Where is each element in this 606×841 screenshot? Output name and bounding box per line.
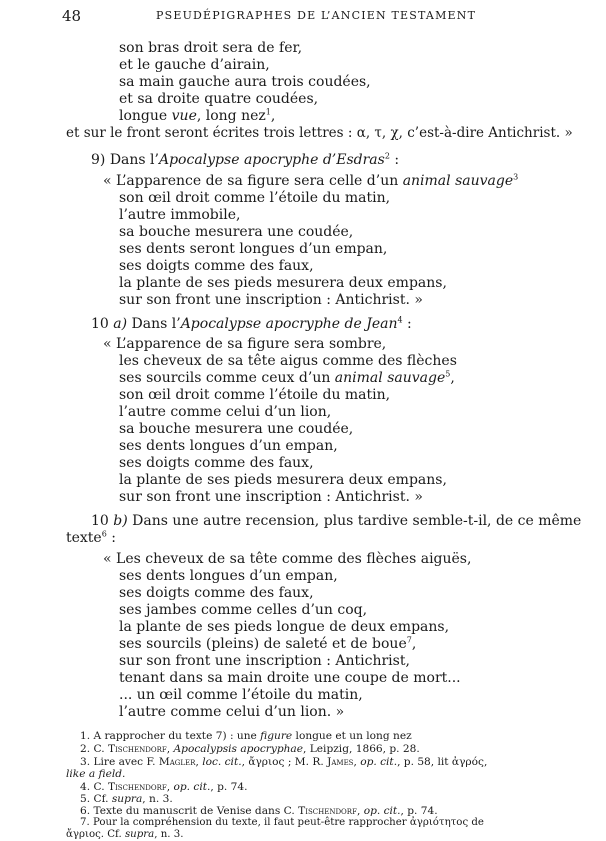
poem-line: « L’apparence de sa figure sera celle d’un animal sauvage$^3$ (103, 172, 519, 189)
section-heading-9: 9) Dans l’Apocalypse apocryphe d’Esdras$^2$ : (91, 151, 400, 168)
poem-line: « Les cheveux de sa tête comme des flèches aiguës, (103, 551, 472, 567)
poem-line: tenant dans sa main droite une coupe de mort... (119, 670, 461, 686)
footnote-ref: 3 (513, 172, 519, 182)
poem-line: la plante de ses pieds mesurera deux empans, (119, 472, 447, 488)
poem-line: sur son front une inscription : Antichrist. » (119, 489, 423, 505)
poem-line: l’autre comme celui d’un lion, (119, 404, 332, 420)
poem-closing-line: et sur le front seront écrites trois lettres : α, τ, χ, c’est-à-dire Antichrist. » (66, 125, 573, 141)
footnote-7-cont: ἄγριος. Cf. supra, n. 3. (66, 829, 184, 840)
poem-line: sa main gauche aura trois coudées, (119, 74, 371, 90)
poem-line: les cheveux de sa tête aigus comme des flèches (119, 353, 457, 369)
poem-line: et le gauche d’airain, (119, 57, 270, 73)
poem-line: sur son front une inscription : Antichrist, (119, 653, 410, 669)
footnote-ref: 5 (445, 369, 451, 379)
footnote-ref: 2 (384, 151, 390, 161)
footnote-1: 1. A rapprocher du texte 7) : une figure longue et un long nez (80, 730, 412, 742)
poem-line: sa bouche mesurera une coudée, (119, 421, 354, 437)
poem-line: son œil droit comme l’étoile du matin, (119, 387, 391, 403)
poem-line: ses sourcils (pleins) de saleté et de boue$^7$, (119, 635, 417, 652)
poem-line: ses dents longues d’un empan, (119, 568, 338, 584)
page-number: 48 (62, 7, 82, 25)
poem-line: ses sourcils comme ceux d’un animal sauvage$^5$, (119, 369, 455, 386)
footnote-3: 3. Lire avec F. Magler, loc. cit., ἄγριος ; M. R. James, op. cit., p. 58, lit ἀγρός, (80, 756, 488, 768)
footnote-5: 5. Cf. supra, n. 3. (80, 793, 173, 805)
footnote-6: 6. Texte du manuscrit de Venise dans C. Tischendorf, op. cit., p. 74. (80, 805, 438, 817)
poem-line: ses dents seront longues d’un empan, (119, 241, 388, 257)
poem-line: sur son front une inscription : Antichrist. » (119, 292, 423, 308)
poem-line: la plante de ses pieds longue de deux empans, (119, 619, 450, 635)
poem-line: son œil droit comme l’étoile du matin, (119, 190, 391, 206)
poem-line: ses jambes comme celles d’un coq, (119, 602, 368, 618)
footnote-7: 7. Pour la compréhension du texte, il faut peut-être rapprocher ἀγριότητος de (80, 817, 484, 828)
poem-line: longue vue, long nez$^1$, (119, 107, 276, 124)
running-head: PSEUDÉPIGRAPHES DE L’ANCIEN TESTAMENT (156, 9, 477, 22)
poem-line: ses doigts comme des faux, (119, 585, 314, 601)
poem-line: sa bouche mesurera une coudée, (119, 224, 354, 240)
poem-line: l’autre comme celui d’un lion. » (119, 704, 345, 720)
poem-line: « L’apparence de sa figure sera sombre, (103, 336, 387, 352)
poem-line: l’autre immobile, (119, 207, 241, 223)
section-heading-10a: 10 a) Dans l’Apocalypse apocryphe de Jean$^4$ : (91, 315, 412, 332)
page-header (62, 7, 550, 25)
footnote-ref: 6 (101, 529, 107, 539)
footnote-3-cont: like a field. (66, 768, 126, 780)
footnote-ref: 4 (397, 315, 403, 325)
poem-line: son bras droit sera de fer, (119, 40, 303, 56)
section-heading-10b-cont: texte$^6$ : (66, 529, 116, 546)
poem-line: ses doigts comme des faux, (119, 258, 314, 274)
poem-line: et sa droite quatre coudées, (119, 91, 319, 107)
poem-line: la plante de ses pieds mesurera deux empans, (119, 275, 447, 291)
poem-line: ses dents longues d’un empan, (119, 438, 338, 454)
poem-line: ses doigts comme des faux, (119, 455, 314, 471)
footnote-ref: 7 (406, 635, 412, 645)
footnote-4: 4. C. Tischendorf, op. cit., p. 74. (80, 781, 248, 793)
footnote-ref: 1 (265, 107, 271, 117)
section-heading-10b: 10 b) Dans une autre recension, plus tardive semble-t-il, de ce même (91, 513, 582, 529)
poem-line: ... un œil comme l’étoile du matin, (119, 687, 363, 703)
footnote-2: 2. C. Tischendorf, Apocalypsis apocryphae, Leipzig, 1866, p. 28. (80, 743, 420, 755)
